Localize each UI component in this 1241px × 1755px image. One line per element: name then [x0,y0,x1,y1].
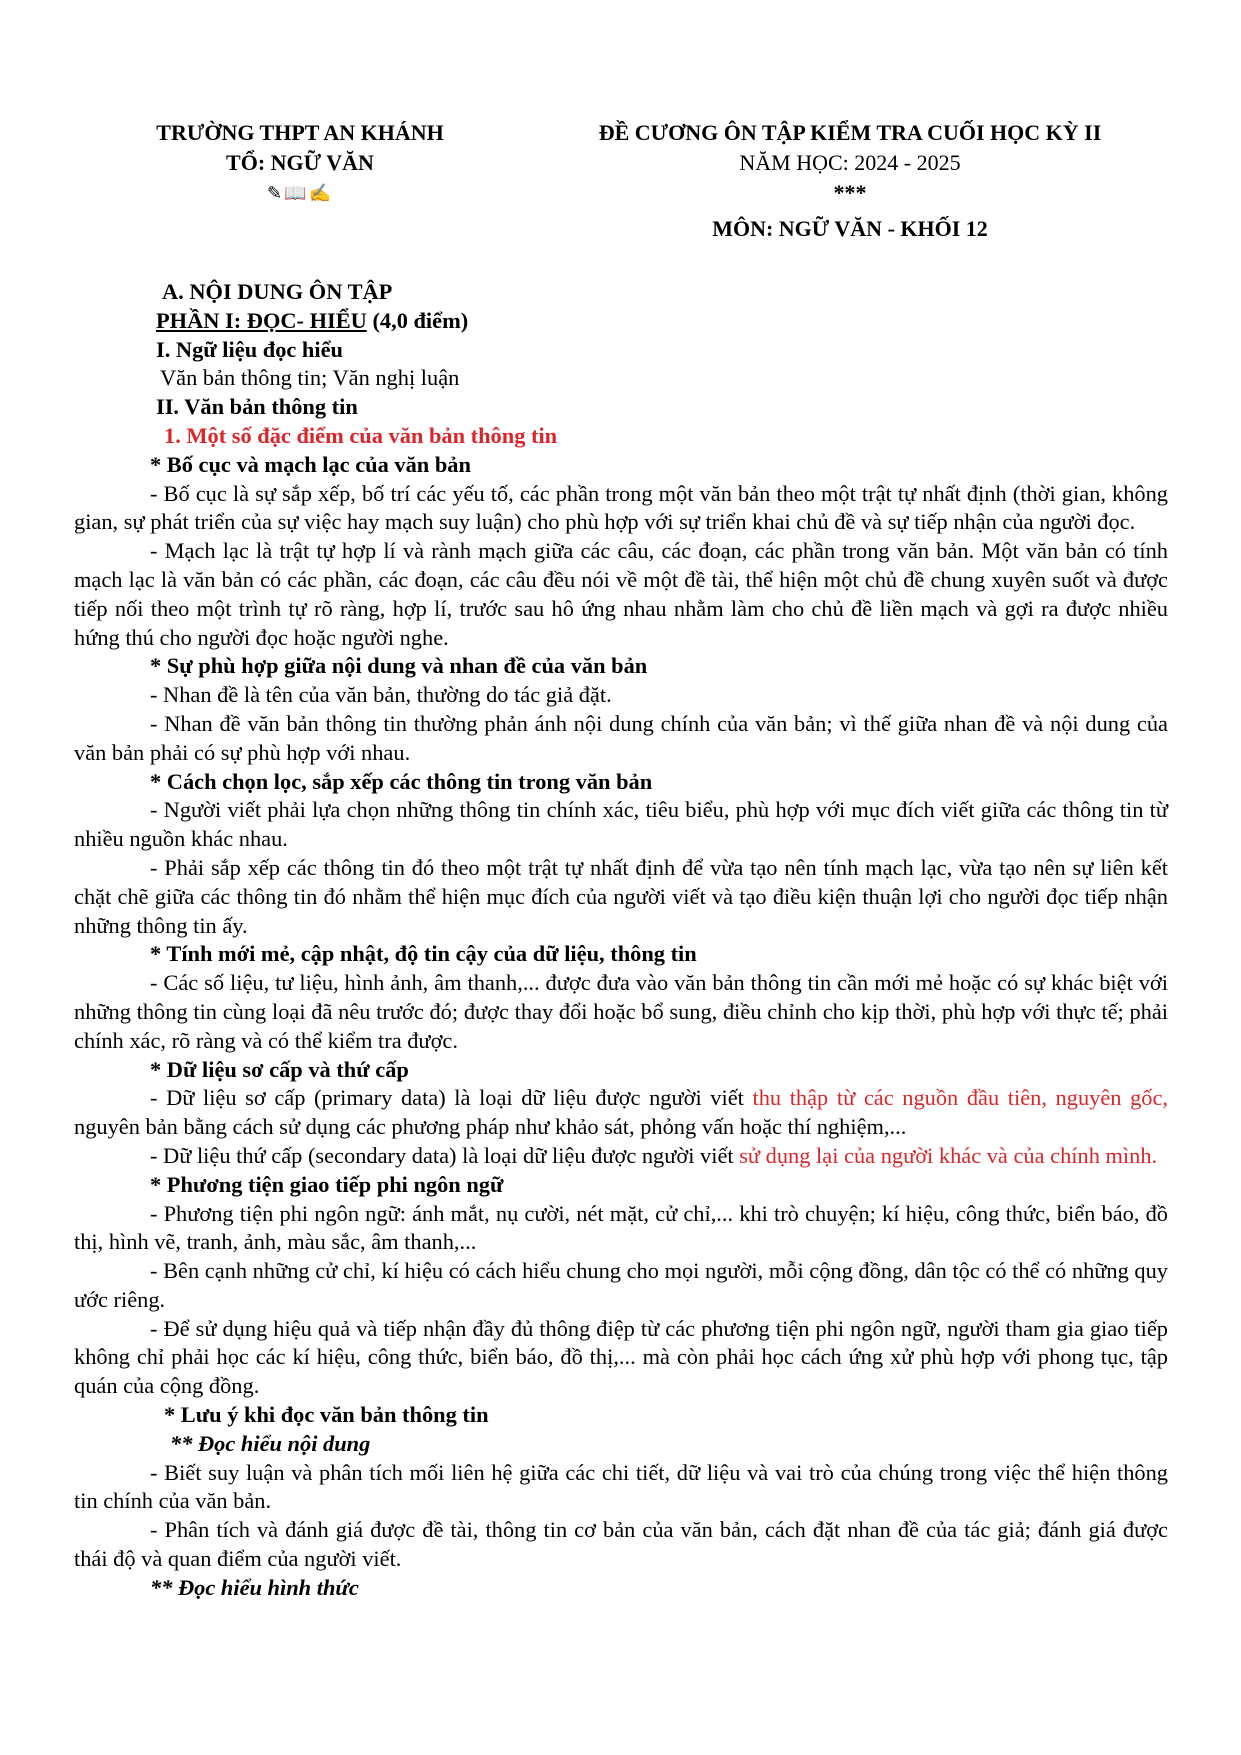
stars-divider: *** [833,180,867,205]
heading-moime: * Tính mới mẻ, cập nhật, độ tin cậy của dữ liệu, thông tin [150,941,697,967]
heading-chonloc: * Cách chọn lọc, sắp xếp các thông tin trong văn bản [150,768,653,794]
heading-ii: II. Văn bản thông tin [156,394,358,420]
paragraph-socap [74,1084,1168,1142]
paragraph-png-1: - Phương tiện phi ngôn ngữ: ánh mắt, nụ cười, nét mặt, cử chỉ,... khi trò chuyện; kí hiệu, công thức, biển báo, đồ thị, hình vẽ, tranh, ảnh, màu sắc, âm thanh,... [74,1200,1168,1255]
paragraph-thucap [74,1142,1168,1171]
paragraph-bocuc: - Bố cục là sự sắp xếp, bố trí các yếu tố, các phần trong một văn bản theo một trật tự nhất định (thời gian, không gian, sự phát triển của sự việc hay mạch suy luận) cho phù hợp với sự triển khai chủ đề và sự tiếp nhận của người đọc. [74,480,1168,535]
paragraph-nd-2: - Phân tích và đánh giá được đề tài, thông tin cơ bản của văn bản, cách đặt nhan đề của tác giả; đánh giá được thái độ và quan điểm của người viết. [74,1517,1168,1572]
paragraph-png-3: - Để sử dụng hiệu quả và tiếp nhận đầy đủ thông điệp từ các phương tiện phi ngôn ngữ, người tham gia giao tiếp không chỉ phải học các kí hiệu, công thức, biển báo, đồ thị,... mà còn phải học cách ứng xử phù hợp với phong tục, tập quán của cộng đồng. [74,1315,1168,1399]
thucap-text-a: - Dữ liệu thứ cấp (secondary data) là loại dữ liệu được người viết [150,1142,740,1168]
paragraph-nd-1: - Biết suy luận và phân tích mối liên hệ giữa các chi tiết, dữ liệu và vai trò của chúng trong việc thể hiện thông tin chính của văn bản. [74,1459,1168,1514]
heading-phingonngu: * Phương tiện giao tiếp phi ngôn ngữ [150,1171,504,1197]
heading-noidung: ** Đọc hiểu nội dung [170,1430,371,1456]
heading-nhande: * Sự phù hợp giữa nội dung và nhan đề của văn bản [150,653,648,679]
socap-text-b: nguyên bản bằng cách sử dụng các phương pháp như khảo sát, phỏng vấn hoặc thí nghiệm,... [74,1114,907,1140]
header-right [520,118,1180,244]
header-left [120,118,480,208]
text-i: Văn bản thông tin; Văn nghị luận [160,365,460,391]
paragraph-moime: - Các số liệu, tư liệu, hình ảnh, âm thanh,... được đưa vào văn bản thông tin cần mới mẻ hoặc có sự khác biệt với những thông tin cùng loại đã nêu trước đó; được thay đổi hoặc bổ sung, điều chỉnh cho kịp thời, phù hợp với thực tế; phải chính xác, rõ ràng và có thể kiểm tra được. [74,970,1168,1053]
socap-text-highlight: thu thập từ các nguồn đầu tiên, nguyên gốc, [752,1085,1169,1111]
book-pen-ornament-icon: ✎📖✍ [267,183,333,203]
school-name: TRƯỜNG THPT AN KHÁNH [156,120,444,145]
section-a-heading: A. NỘI DUNG ÔN TẬP [162,279,393,304]
heading-dulieu: * Dữ liệu sơ cấp và thứ cấp [150,1056,409,1082]
paragraph-chonloc-2: - Phải sắp xếp các thông tin đó theo một trật tự nhất định để vừa tạo nên tính mạch lạc, vừa tạo nên sự liên kết chặt chẽ giữa các thông tin đó nhằm thể hiện mục đích của người viết và tạo điều kiện thuận lợi cho người đọc tiếp nhận những thông tin ấy. [74,854,1168,938]
paragraph-png-2: - Bên cạnh những cử chỉ, kí hiệu có cách hiểu chung cho mọi người, mỗi cộng đồng, dân tộc có thể có những quy ước riêng. [74,1258,1168,1312]
department-name: TỔ: NGỮ VĂN [226,150,374,175]
socap-text-a: - Dữ liệu sơ cấp (primary data) là loại dữ liệu được người viết [150,1085,753,1111]
part1-title: PHẦN I: ĐỌC- HIỂU [156,307,367,333]
document-title: ĐỀ CƯƠNG ÔN TẬP KIỂM TRA CUỐI HỌC KỲ II [598,120,1102,145]
part1-heading [74,307,1168,336]
heading-hinhthuc: ** Đọc hiểu hình thức [150,1574,359,1600]
heading-luuy: * Lưu ý khi đọc văn bản thông tin [164,1402,489,1428]
thucap-text-highlight: sử dụng lại của người khác và của chính mình. [739,1142,1158,1168]
subject-line: MÔN: NGỮ VĂN - KHỐI 12 [712,216,988,241]
heading-bocuc: * Bố cục và mạch lạc của văn bản [150,451,471,477]
paragraph-machlac: - Mạch lạc là trật tự hợp lí và rành mạch giữa các câu, các đoạn, các phần trong văn bản. Một văn bản có tính mạch lạc là văn bản có các phần, các đoạn, các câu đều nói về một đề tài, thể hiện một chủ đề chung xuyên suốt và được tiếp nối theo một trình tự rõ ràng, hợp lí, trước sau hô ứng nhau nhằm làm cho chủ đề liền mạch và gợi ra được nhiều hứng thú cho người đọc hoặc người nghe. [74,538,1168,650]
paragraph-nhande-1: - Nhan đề là tên của văn bản, thường do tác giả đặt. [150,682,612,708]
paragraph-chonloc-1: - Người viết phải lựa chọn những thông tin chính xác, tiêu biểu, phù hợp với mục đích viết giữa các thông tin từ nhiều nguồn khác nhau. [74,797,1168,852]
paragraph-nhande-2: - Nhan đề văn bản thông tin thường phản ánh nội dung chính của văn bản; vì thế giữa nhan đề và nội dung của văn bản phải có sự phù hợp với nhau. [74,710,1168,765]
heading-i: I. Ngữ liệu đọc hiểu [156,336,343,362]
heading-1: 1. Một số đặc điểm của văn bản thông tin [164,422,558,448]
part1-points: (4,0 điểm) [366,307,469,333]
document-body [74,278,1168,1603]
school-year: NĂM HỌC: 2024 - 2025 [739,150,961,175]
